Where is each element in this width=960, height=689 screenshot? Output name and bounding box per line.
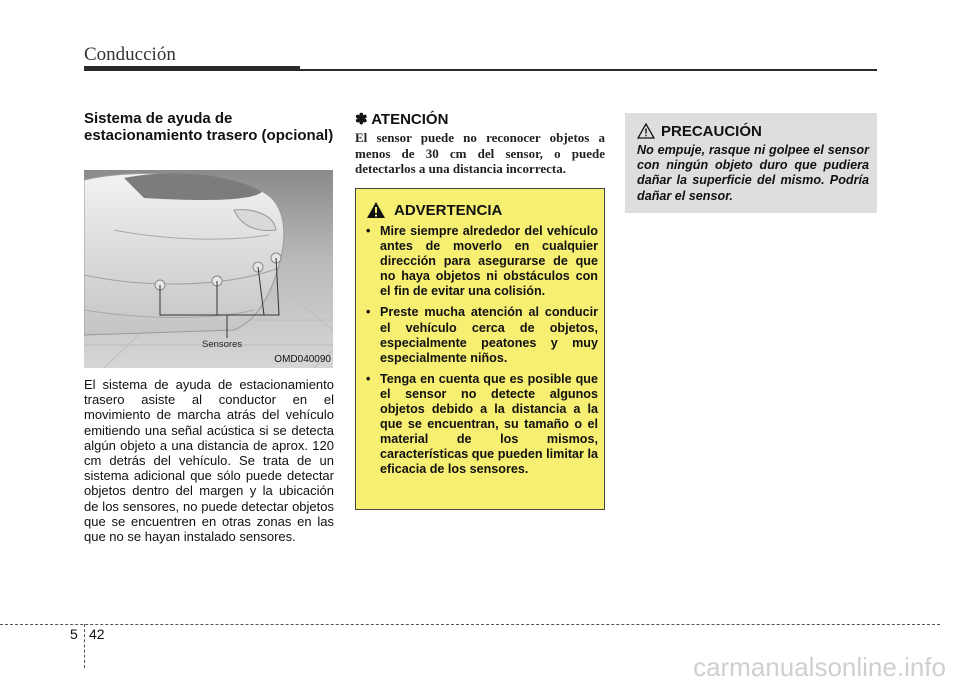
page-number: 42	[89, 626, 105, 642]
rear-bumper-figure	[84, 170, 333, 368]
warning-item: • Mire siempre alrededor del vehículo antes de moverlo en cualquier dirección para asegurarse de que no haya objetos ni obstáculos con el fin de evitar una colisión.	[366, 224, 598, 299]
warning-item: • Tenga en cuenta que es posible que el sensor no detecte algunos objetos debido a la distancia a la que se encuentran, su tamaño o el material de los mismos, características que pueden limitar la eficacia de los sensores.	[366, 371, 598, 477]
attention-title	[355, 110, 448, 128]
caution-header	[637, 121, 762, 141]
page-section-number: 5	[70, 626, 78, 642]
bullet-icon: •	[366, 305, 371, 320]
figure-code: OMD040090	[274, 354, 331, 365]
warning-list	[364, 224, 598, 484]
caution-box	[625, 113, 877, 213]
attention-body: El sensor puede no reconocer objetos a menos de 30 cm del sensor, o puede detectarlos a una distancia incorrecta.	[355, 130, 605, 176]
watermark: carmanualsonline.info	[693, 652, 946, 682]
warning-title: ADVERTENCIA	[394, 201, 503, 219]
sensors-label: Sensores	[202, 339, 243, 350]
header-rule-thin	[300, 69, 877, 71]
header-title: Conducción	[84, 44, 176, 65]
caution-body: No empuje, rasque ni golpee el sensor con ningún objeto duro que pudiera dañar la superficie del mismo. Podría dañar el sensor.	[637, 143, 869, 203]
attention-title-text: ATENCIÓN	[371, 111, 449, 128]
footer-divider	[84, 624, 85, 668]
caution-title: PRECAUCIÓN	[661, 122, 762, 140]
attention-symbol: ✽	[355, 111, 368, 128]
section-heading: Sistema de ayuda de estacionamiento trasero (opcional)	[84, 110, 334, 144]
caution-triangle-icon	[637, 123, 655, 139]
bullet-icon: •	[366, 224, 371, 238]
section-body-text: El sistema de ayuda de estacionamiento trasero asiste al conductor en el movimiento de marcha atrás del vehículo emitiendo una señal acústica si se detecta algún objeto a una distancia de aprox. 120 cm detrás del vehículo. Se trata de un sistema adicional que sólo puede detectar objetos dentro del margen y la ubicación de los sensores, no puede detectar objetos que se encuentren en otras zonas en las que no se hayan instalado sensores.	[84, 377, 334, 545]
bullet-icon: •	[366, 371, 371, 386]
warning-item: • Preste mucha atención al conducir el vehículo cerca de objetos, especialmente peatones y muy especialmente niños.	[366, 305, 598, 365]
header-rule-thick	[84, 66, 300, 71]
warning-box	[355, 188, 605, 510]
warning-triangle-icon	[366, 201, 386, 219]
warning-header	[366, 200, 502, 220]
footer-rule	[0, 624, 940, 625]
